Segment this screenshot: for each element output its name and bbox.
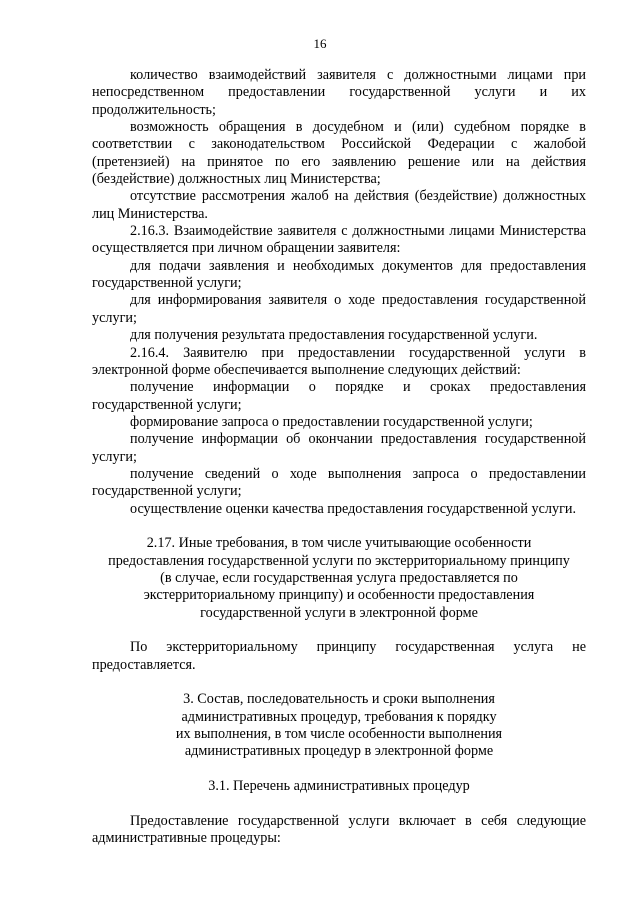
paragraph: получение сведений о ходе выполнения запроса о предоставлении государственной услуги;: [92, 465, 586, 500]
paragraph: отсутствие рассмотрения жалоб на действия (бездействие) должностных лиц Министерства.: [92, 188, 586, 222]
paragraph: По экстерриториальному принципу государственная услуга не предоставляется.: [92, 639, 586, 673]
paragraph: возможность обращения в досудебном и (или) судебном порядке в соответствии с законодательством Российской Федерации с жалобой (претензией) на принятое по его заявлению решение или на действия (бездействие) должностных лиц Министерства;: [92, 119, 586, 188]
paragraph: количество взаимодействий заявителя с должностными лицами при непосредственном предоставлении государственной услуги и их продолжительность;: [92, 67, 586, 118]
section-heading: [92, 691, 586, 760]
heading-line: 3.1. Перечень административных процедур: [208, 778, 470, 795]
paragraph: 2.16.4. Заявителю при предоставлении государственной услуги в электронной форме обеспечивается выполнение следующих действий:: [92, 344, 586, 378]
heading-line: административных процедур в электронной форме: [184, 743, 494, 760]
paragraph: получение информации об окончании предоставления государственной услуги;: [92, 431, 586, 465]
blank-line: [92, 674, 586, 691]
paragraph: для получения результата предоставления государственной услуги.: [130, 327, 538, 344]
heading-line: административных процедур, требования к порядку: [181, 708, 497, 725]
heading-line: (в случае, если государственная услуга предоставляется по: [160, 569, 518, 586]
paragraph: 2.16.3. Взаимодействие заявителя с должностными лицами Министерства осуществляется при личном обращении заявителя:: [92, 223, 586, 257]
page-number: 16: [313, 36, 327, 51]
heading-line: их выполнения, в том числе особенности выполнения: [175, 726, 503, 743]
heading-line: экстерриториальному принципу) и особенности предоставления: [143, 587, 535, 604]
heading-line: 2.17. Иные требования, в том числе учитывающие особенности: [146, 535, 532, 552]
heading-line: предоставления государственной услуги по экстерриториальному принципу: [108, 552, 570, 569]
paragraph: для подачи заявления и необходимых документов для предоставления государственной услуги;: [92, 257, 586, 292]
paragraph: для информирования заявителя о ходе предоставления государственной услуги;: [92, 292, 586, 326]
blank-line: [92, 795, 586, 812]
paragraph: формирование запроса о предоставлении государственной услуги;: [130, 413, 533, 430]
paragraph: Предоставление государственной услуги включает в себя следующие административные процедуры:: [92, 812, 586, 847]
heading-line: государственной услуги в электронной форме: [200, 604, 478, 621]
heading-line: 3. Состав, последовательность и сроки выполнения: [183, 691, 495, 708]
document-body: [92, 67, 586, 847]
paragraph: получение информации о порядке и сроках предоставления государственной услуги;: [92, 379, 586, 413]
paragraph: осуществление оценки качества предоставления государственной услуги.: [130, 500, 577, 517]
section-heading: [92, 535, 586, 622]
blank-line: [92, 518, 586, 535]
section-heading: [92, 778, 586, 795]
blank-line: [92, 622, 586, 639]
blank-line: [92, 761, 586, 778]
